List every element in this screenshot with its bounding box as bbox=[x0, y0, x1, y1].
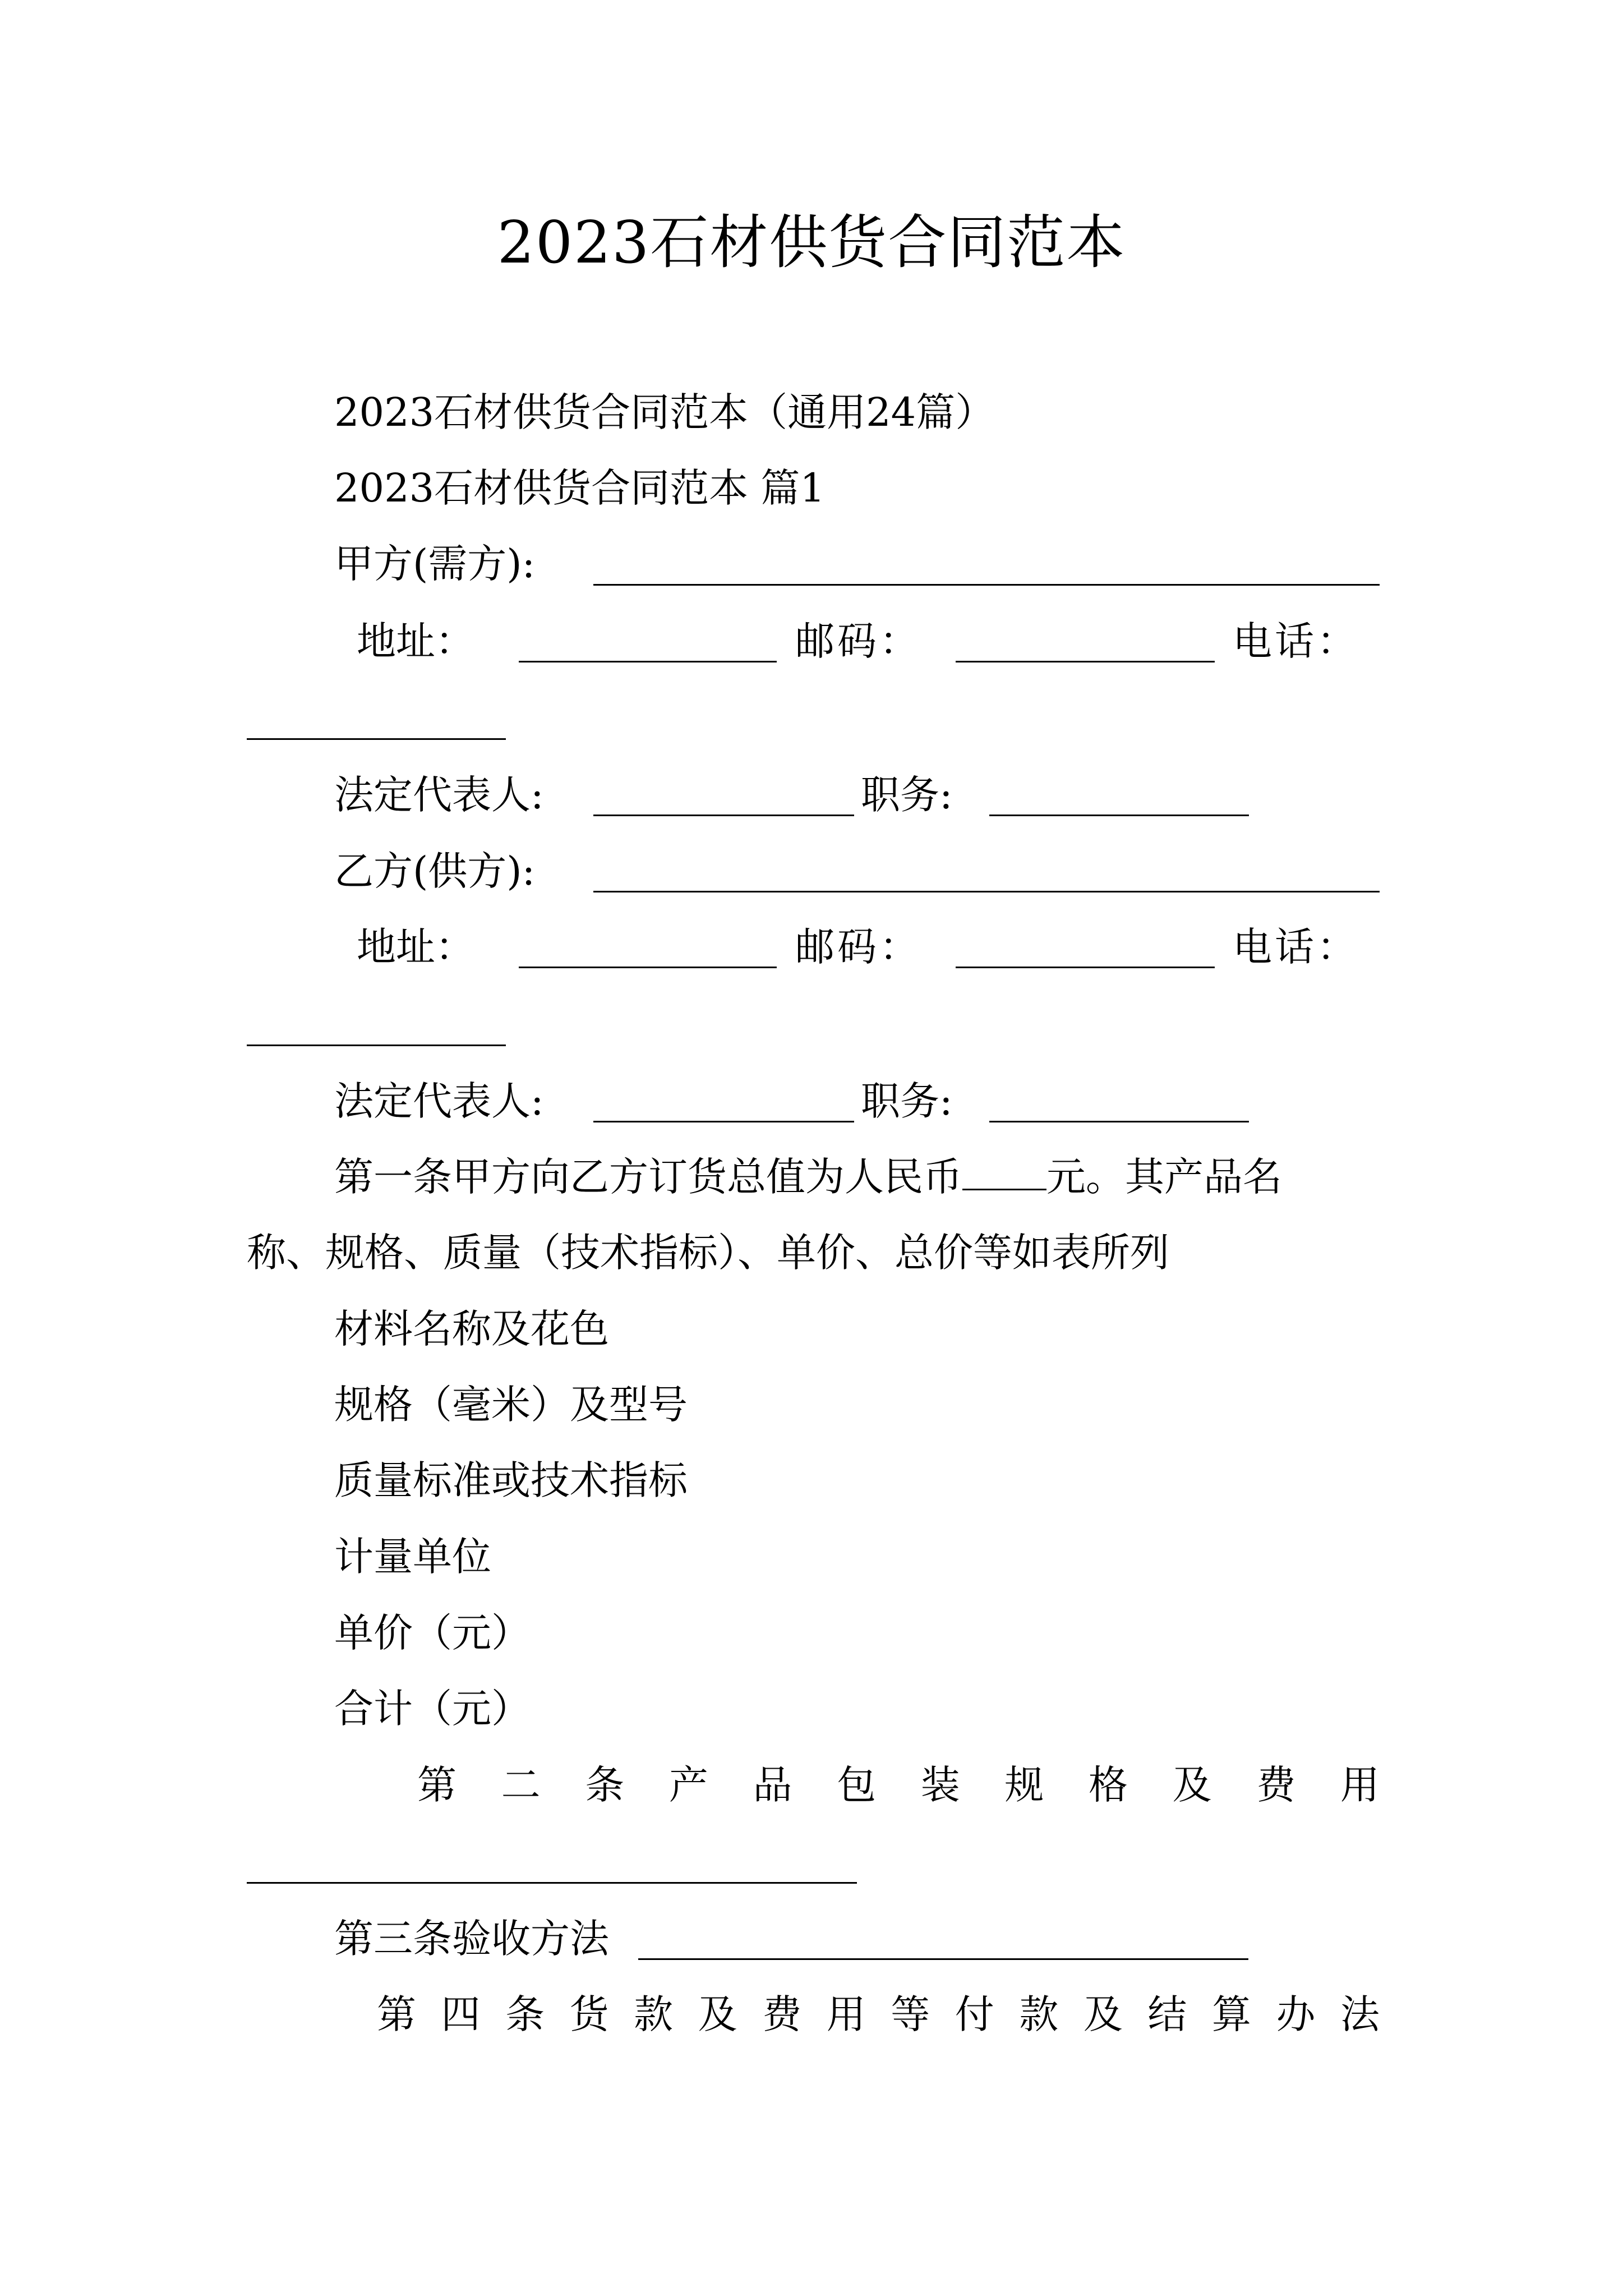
party-a-blank bbox=[593, 584, 1380, 586]
table-item-unit-price: 单价（元） bbox=[334, 1610, 531, 1656]
party-b-blank bbox=[593, 891, 1380, 892]
party-a-legal-rep-label: 法定代表人: bbox=[334, 772, 544, 818]
party-a-postcode-blank bbox=[956, 661, 1215, 662]
table-item-unit: 计量单位 bbox=[334, 1534, 491, 1580]
article-3-blank bbox=[638, 1958, 1248, 1960]
table-item-material-name: 材料名称及花色 bbox=[334, 1306, 609, 1352]
table-item-total: 合计（元） bbox=[334, 1686, 531, 1732]
document-subtitle: 2023石材供货合同范本（通用24篇） bbox=[334, 389, 995, 435]
section-heading: 2023石材供货合同范本 篇1 bbox=[334, 465, 825, 511]
party-a-position-blank bbox=[989, 815, 1249, 816]
total-amount-blank bbox=[962, 1154, 1046, 1190]
party-a-phone-label: 电 话 ： bbox=[1233, 618, 1356, 664]
party-a-label: 甲方(需方): bbox=[334, 541, 536, 587]
party-b-postcode-label: 邮 码 ： bbox=[795, 924, 919, 970]
article-3-label: 第三条验收方法 bbox=[334, 1916, 609, 1962]
article-2-heading: 第 二 条 产 品 包 装 规 格 及 费 用 bbox=[417, 1762, 1380, 1808]
party-a-position-label: 职务: bbox=[861, 772, 953, 818]
party-b-legal-rep-blank bbox=[593, 1121, 854, 1122]
table-item-quality-standard: 质量标准或技术指标 bbox=[334, 1457, 688, 1503]
party-b-position-blank bbox=[989, 1121, 1249, 1122]
party-a-address-label: 地 址 ： bbox=[357, 618, 474, 664]
party-b-address-label: 地 址 ： bbox=[357, 924, 474, 970]
party-a-postcode-label: 邮 码 ： bbox=[795, 618, 919, 664]
table-item-spec-model: 规格（毫米）及型号 bbox=[334, 1382, 688, 1428]
article-4-heading: 第 四 条 货 款 及 费 用 等 付 款 及 结 算 办 法 bbox=[377, 1991, 1380, 2037]
party-a-phone-blank bbox=[247, 738, 506, 740]
party-b-legal-rep-label: 法定代表人: bbox=[334, 1078, 544, 1124]
party-b-position-label: 职务: bbox=[861, 1078, 953, 1124]
article-2-blank bbox=[247, 1882, 857, 1884]
document-title: 2023石材供货合同范本 bbox=[497, 208, 1126, 277]
party-b-phone-blank bbox=[247, 1045, 506, 1046]
party-a-address-blank bbox=[519, 661, 777, 662]
party-b-address-blank bbox=[519, 967, 777, 968]
article-1-line-1: 第一条甲方向乙方订货总值为人民币 元。其产品名 bbox=[334, 1154, 1282, 1200]
article-1-line-2: 称、规格、质量（技术指标）、单价、总价等如表所列 bbox=[247, 1230, 1169, 1276]
party-b-phone-label: 电 话 ： bbox=[1233, 924, 1356, 970]
party-b-postcode-blank bbox=[956, 967, 1215, 968]
party-b-label: 乙方(供方): bbox=[334, 848, 536, 894]
party-a-legal-rep-blank bbox=[593, 815, 854, 816]
